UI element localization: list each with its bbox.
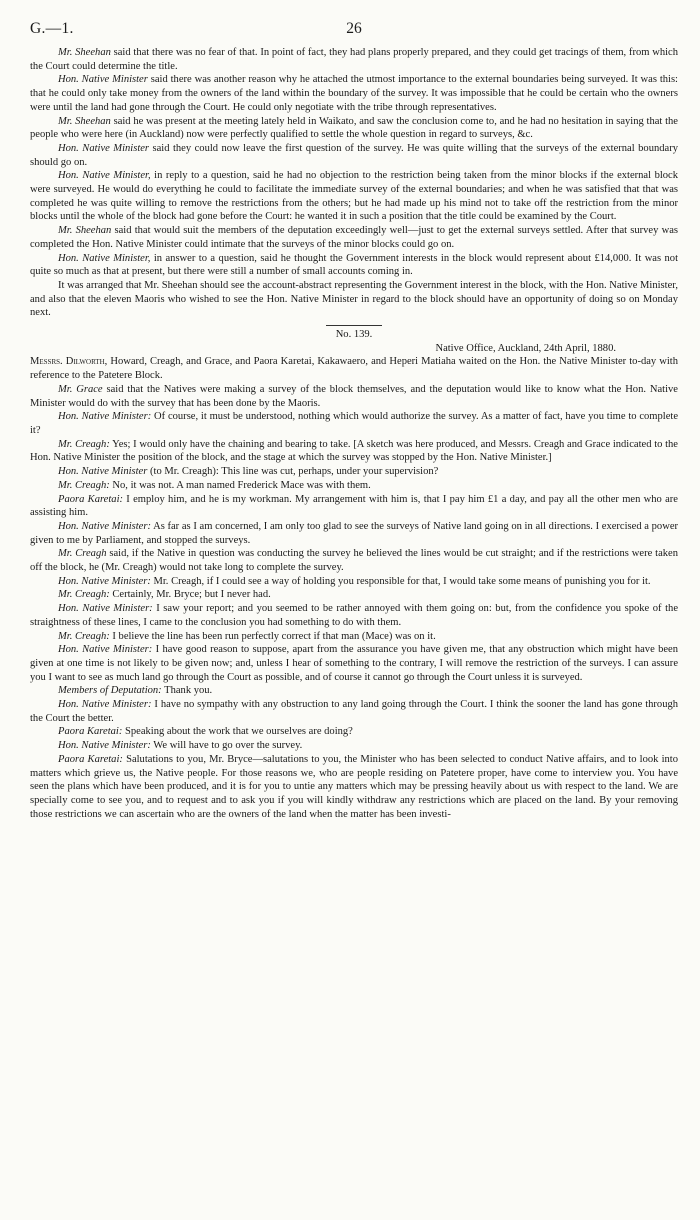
speaker-name: Hon. Native Minister, xyxy=(58,252,151,264)
speaker-name: Mr. Creagh: xyxy=(58,589,110,601)
document-body xyxy=(30,46,678,821)
paragraph xyxy=(30,438,678,465)
paragraph xyxy=(30,224,678,251)
paragraph-text: said there was another reason why he attached the utmost importance to the external boundaries being surveyed. It was this: that he could only take money from the owners of the land within the boundary of the survey. It was impossible that he could be certain who the owners were until the land had gone through the Court. He could only negotiate with the tribe through representatives. xyxy=(30,74,678,113)
paragraph xyxy=(30,684,678,698)
paragraph xyxy=(30,739,678,753)
speaker-name: Hon. Native Minister xyxy=(58,74,148,86)
paragraph-text: No, it was not. A man named Frederick Mace was with them. xyxy=(109,479,371,491)
paragraph xyxy=(30,383,678,410)
paragraph xyxy=(30,465,678,479)
opening-names-small-caps: Messrs. Dilworth, xyxy=(30,356,108,368)
speaker-name: Paora Karetai: xyxy=(58,726,123,738)
paragraph-text: said, if the Native in question was conducting the survey he believed the lines would be cut straight; and if the restrictions were taken off the block, he (Mr. Creagh) would not take long to complete the survey. xyxy=(30,548,678,574)
speaker-name: Paora Karetai: xyxy=(58,493,124,505)
paragraph xyxy=(30,520,678,547)
speaker-name: Mr. Sheehan xyxy=(58,47,111,58)
page-header xyxy=(30,20,678,44)
minutes-after-section xyxy=(30,383,678,822)
paragraph-text: I have no sympathy with any obstruction to any land going through the Court. I think the sooner the land has gone through the Court the better. xyxy=(30,699,679,724)
minutes-before-section xyxy=(30,46,678,320)
paragraph xyxy=(30,630,678,644)
paragraph-text: in answer to a question, said he thought the Government interests in the block would represent about £14,000. It was not quite so much as that at present, but there were still a number of small accounts coming in. xyxy=(30,252,679,278)
paragraph xyxy=(30,643,678,684)
paragraph xyxy=(30,252,678,279)
section-number: No. 139. xyxy=(335,329,373,341)
paragraph-text: I saw your report; and you seemed to be rather annoyed with them going on: but, from the confidence you spoke of the straightness of these lines, I came to the conclusion you had something to do with them. xyxy=(30,603,679,628)
speaker-name: Hon. Native Minister: xyxy=(58,520,151,532)
speaker-name: Mr. Sheehan xyxy=(58,225,112,237)
paragraph-text: Yes; I would only have the chaining and bearing to take. [A sketch was here produced, and Messrs. Creagh and Grace indicated to the Hon. Native Minister the position of the block, and the stage at which the survey was stopped by the Hon. Native Minister.] xyxy=(30,438,678,464)
document-reference: G.—1. xyxy=(30,20,74,37)
speaker-name: Hon. Native Minister: xyxy=(58,575,151,587)
paragraph xyxy=(30,142,678,169)
opening-text: Howard, Creagh, and Grace, and Paora Karetai, Kakawaero, and Heperi Matiaha waited on the Hon. the Native Minister to-day with reference to the Patetere Block. xyxy=(30,356,679,382)
paragraph xyxy=(30,73,678,114)
speaker-name: Hon. Native Minister xyxy=(58,466,148,478)
paragraph-text: I believe the line has been run perfectly correct if that man (Mace) was on it. xyxy=(109,630,436,642)
paragraph-text: As far as I am concerned, I am only too glad to see the surveys of Native land going on in all directions. I exercised a power given to me by Parliament, and stopped the surveys. xyxy=(30,520,679,546)
section-opening-paragraph xyxy=(30,355,678,382)
paragraph-text: Certainly, Mr. Bryce; but I never had. xyxy=(109,589,271,601)
paragraph xyxy=(30,753,678,822)
paragraph-text: Thank you. xyxy=(161,685,213,697)
paragraph-text: Mr. Creagh, if I could see a way of holding you responsible for that, I would take some means of punishing you for it. xyxy=(150,575,651,587)
paragraph-text: I employ him, and he is my workman. My arrangement with him is, that I pay him £1 a day, and pay all the other men who are assisting him. xyxy=(30,493,678,519)
paragraph-text: We will have to go over the survey. xyxy=(150,740,303,752)
paragraph xyxy=(30,602,678,629)
paragraph-text: It was arranged that Mr. Sheehan should see the account-abstract representing the Government interest in the block, with the Hon. Native Minister, and also that the eleven Maoris who wished to see the Hon. Native Minister in regard to the block should have an opportunity of doing so on Monday next. xyxy=(30,279,678,319)
paragraph-text: said that would suit the members of the deputation exceedingly well—just to get the external surveys settled. After that survey was completed the Hon. Native Minister could intimate that the surveys of the minor blocks could go on. xyxy=(30,225,678,250)
speaker-name: Hon. Native Minister: xyxy=(58,411,152,423)
speaker-name: Paora Karetai: xyxy=(58,753,123,765)
speaker-name: Hon. Native Minister: xyxy=(58,699,152,711)
paragraph-text: I have good reason to suppose, apart from the assurance you have given me, that any obstruction which might have been given at one time is not likely to be given now; and, unless I hear of something to the contrary, I will remove the restriction of the surveys. I can assure you I want to see as much land go through the Court as possible, and of course it cannot go through the Court unless it is surveyed. xyxy=(30,644,678,683)
speaker-name: Mr. Sheehan xyxy=(58,115,111,127)
paragraph xyxy=(30,115,678,142)
speaker-name: Mr. Grace xyxy=(58,383,103,395)
paragraph-text: Speaking about the work that we ourselves are doing? xyxy=(122,726,353,738)
paragraph xyxy=(30,588,678,602)
paragraph xyxy=(30,547,678,574)
paragraph-text: in reply to a question, said he had no objection to the restriction being taken from the minor blocks if the external block were surveyed. He would do everything he could to facilitate the immediate survey of the external boundaries; and when he was satisfied that that was completed he was quite willing to remove the restrictions from the others; but he had made up his mind not to take off the restriction from the minor blocks until the whole of the block had gone before the Court: he wanted it in such a position that the title could be examined by the Court. xyxy=(30,170,678,223)
speaker-name: Mr. Creagh: xyxy=(58,479,110,491)
section-divider xyxy=(326,325,382,326)
paragraph xyxy=(30,169,678,224)
paragraph-text: Of course, it must be understood, nothing which would authorize the survey. As a matter of fact, have you time to complete it? xyxy=(30,411,678,436)
speaker-name: Hon. Native Minister: xyxy=(58,740,151,752)
paragraph xyxy=(30,493,678,520)
paragraph xyxy=(30,479,678,493)
paragraph xyxy=(30,410,678,437)
section-dateline: Native Office, Auckland, 24th April, 1880. xyxy=(435,342,616,354)
paragraph xyxy=(30,725,678,739)
paragraph-text: said that there was no fear of that. In point of fact, they had plans properly prepared, and they could get tracings of them, from which the Court could determine the title. xyxy=(30,47,678,72)
paragraph-text: (to Mr. Creagh): This line was cut, perhaps, under your supervision? xyxy=(147,466,439,478)
paragraph-text: Salutations to you, Mr. Bryce—salutations to you, the Minister who has been selected to conduct Native affairs, and to look into matters which grieve us, the Native people. For those reasons we, who are people residing on Patetere proper, have come to interview you. You have seen the plans which have been produced, and it is for you to untie any matters which may be pressing heavily about us with respect to the land. We are specially come to see you, and to request and to ask you if you will kindly withdraw any restrictions which are placed on the land. By your removing those restrictions we can ascertain who are the owners of the land when the matter has been investi- xyxy=(30,753,679,820)
page-number: 26 xyxy=(346,20,362,37)
paragraph xyxy=(30,279,678,320)
paragraph xyxy=(30,698,678,725)
paragraph-text: said that the Natives were making a survey of the block themselves, and the deputation would like to know what the Hon. Native Minister would do with the survey that has been done by the Maoris. xyxy=(30,383,678,409)
speaker-name: Hon. Native Minister xyxy=(58,142,150,154)
speaker-name: Members of Deputation: xyxy=(58,685,162,697)
paragraph-text: said they could now leave the first question of the survey. He was quite willing that the surveys of the external boundary should go on. xyxy=(30,142,678,168)
paragraph-text: said he was present at the meeting lately held in Waikato, and saw the conclusion come to, and he had no hesitation in saying that the people who were here (in Auckland) now were perfectly qualified to settle the whole question in regard to surveys, &c. xyxy=(30,115,678,141)
speaker-name: Hon. Native Minister: xyxy=(58,644,153,656)
speaker-name: Hon. Native Minister: xyxy=(58,603,153,615)
paragraph xyxy=(30,46,678,73)
speaker-name: Mr. Creagh xyxy=(58,548,107,560)
paragraph xyxy=(30,575,678,589)
speaker-name: Mr. Creagh: xyxy=(58,438,110,450)
speaker-name: Mr. Creagh: xyxy=(58,630,110,642)
speaker-name: Hon. Native Minister, xyxy=(58,170,151,182)
